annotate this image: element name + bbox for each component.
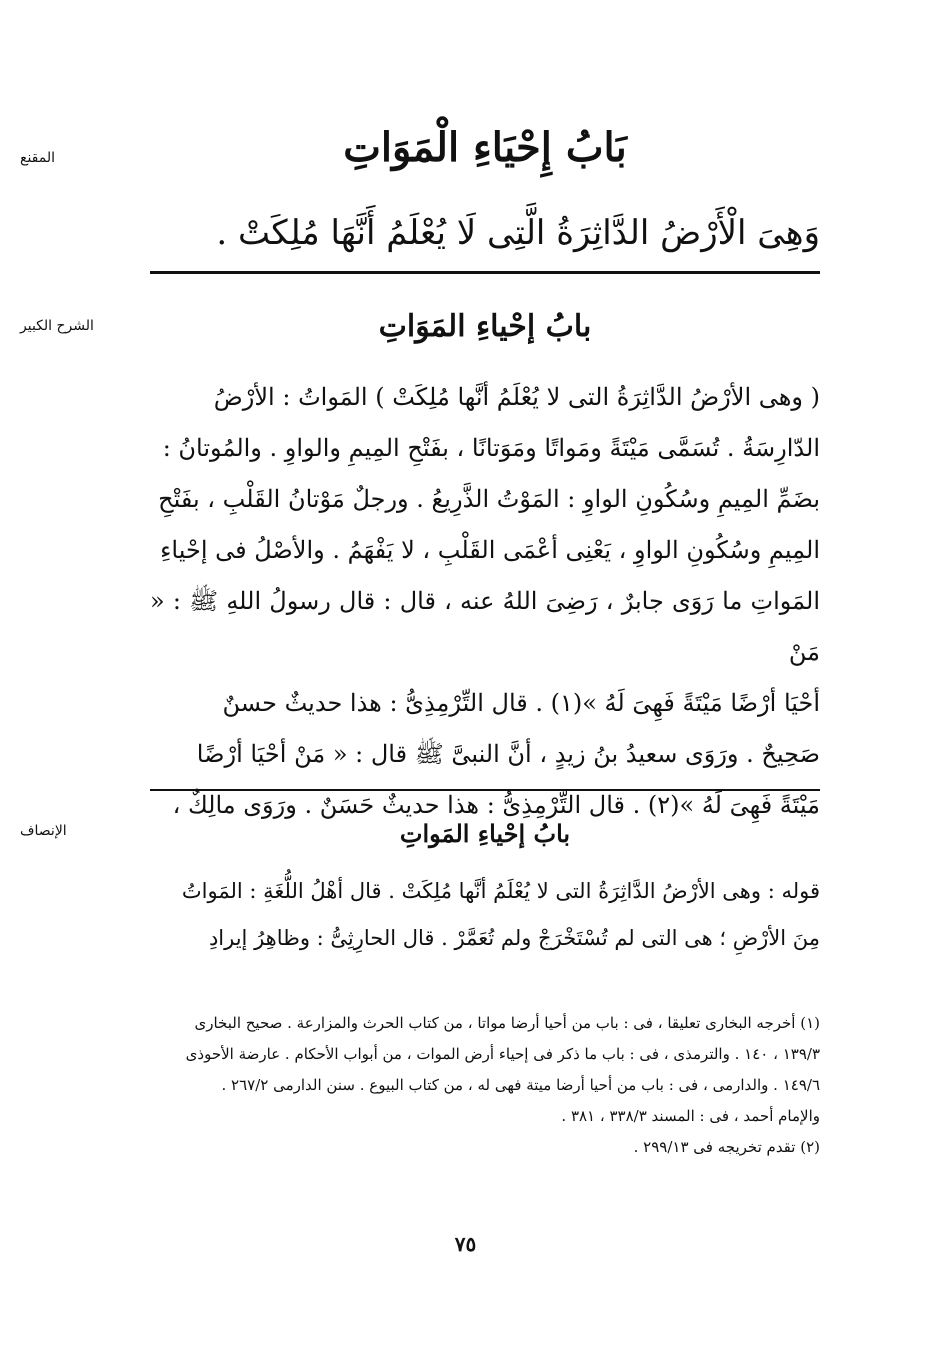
insaf-text [150,868,820,962]
sharh-title: بابُ إحْياءِ المَوَاتِ [378,309,592,344]
muqni-title: بَابُ إِحْيَاءِ الْمَوَاتِ [343,124,627,171]
section-label-sharh: الشرح الكبير [20,318,94,334]
footnote-line: والإمام أحمد ، فى : المسند ٣٣٨/٣ ، ٣٨١ . [561,1107,820,1125]
sharh-line: المَواتِ ما رَوَى جابرٌ ، رَضِىَ اللهُ عنه ، قال : قال رسولُ اللهِ ﷺ : « مَنْ [150,587,820,666]
insaf-title: بابُ إحْياءِ المَواتِ [399,819,571,848]
section-label-insaf: الإنصاف [20,823,67,839]
page-number: ٧٥ [454,1232,477,1256]
footnote-line: ١٤٩/٦ . والدارمى ، فى : باب من أحيا أرضا ميتة فهى له ، من كتاب البيوع . سنن الدارمى ٢٦٧/٢ . [221,1076,820,1094]
section-label-muqni: المقنع [20,150,56,166]
section-divider [150,789,820,791]
insaf-line: مِنَ الأرْضِ ؛ هى التى لم تُسْتَخْرَجْ ولم تُعَمَّرْ . قال الحارِثِىُّ : وظاهِرُ إيرادِ [208,926,820,950]
sharh-line: مَيْتَةً فَهِىَ لَهُ »(٢) . قال التِّرْمِذِىُّ : هذا حديثٌ حَسَنٌ . ورَوَى مالِكٌ ، [172,791,820,819]
section-divider [150,271,820,274]
sharh-line: الدّارِسَةُ . تُسَمَّى مَيْتَةً ومَواتًا ومَوَتانًا ، بفَتْحِ المِيمِ والواوِ . والمُوتانُ : [162,434,820,462]
sharh-line: بضَمِّ المِيمِ وسُكُونِ الواوِ : المَوْتُ الذَّرِيعُ . ورجلٌ مَوْتانُ القَلْبِ ، بفَتْحِ [158,485,820,513]
sharh-text [150,372,820,831]
footnote-line: (١) أخرجه البخارى تعليقا ، فى : باب من أحيا أرضا مواتا ، من كتاب الحرث والمزارعة . صحيح البخارى [194,1014,820,1032]
sharh-line: ( وهى الأرْضُ الدَّاثِرَةُ التى لا يُعْلَمُ أنَّها مُلِكَتْ ) المَواتُ : الأرْضُ [213,383,820,411]
muqni-text: وَهِىَ الْأَرْضُ الدَّاثِرَةُ الَّتِى لَا يُعْلَمُ أَنَّهَا مُلِكَتْ . [216,213,820,253]
footnote-line: (٢) تقدم تخريجه فى ٢٩٩/١٣ . [633,1138,820,1156]
footnotes [150,1008,820,1163]
footnote-line: ١٣٩/٣ ، ١٤٠ . والترمذى ، فى : باب ما ذكر فى إحياء أرض الموات ، من أبواب الأحكام . عارضة الأحوذى [185,1045,820,1063]
sharh-line: أحْيَا أرْضًا مَيْتَةً فَهِىَ لَهُ »(١) . قال التِّرْمِذِىُّ : هذا حديثٌ حسنٌ [222,689,820,717]
sharh-line: صَحِيحٌ . ورَوَى سعيدُ بنُ زيدٍ ، أنَّ النبىَّ ﷺ قال : « مَنْ أحْيَا أرْضًا [196,740,820,768]
insaf-line: قوله : وهى الأرْضُ الدَّاثِرَةُ التى لا يُعْلَمُ أنَّها مُلِكَتْ . قال أهْلُ اللُّغَةِ : المَواتُ [181,879,820,903]
sharh-line: المِيمِ وسُكُونِ الواوِ ، يَعْنِى أعْمَى القَلْبِ ، لا يَفْهَمُ . والأصْلُ فى إحْياءِ [160,536,820,564]
